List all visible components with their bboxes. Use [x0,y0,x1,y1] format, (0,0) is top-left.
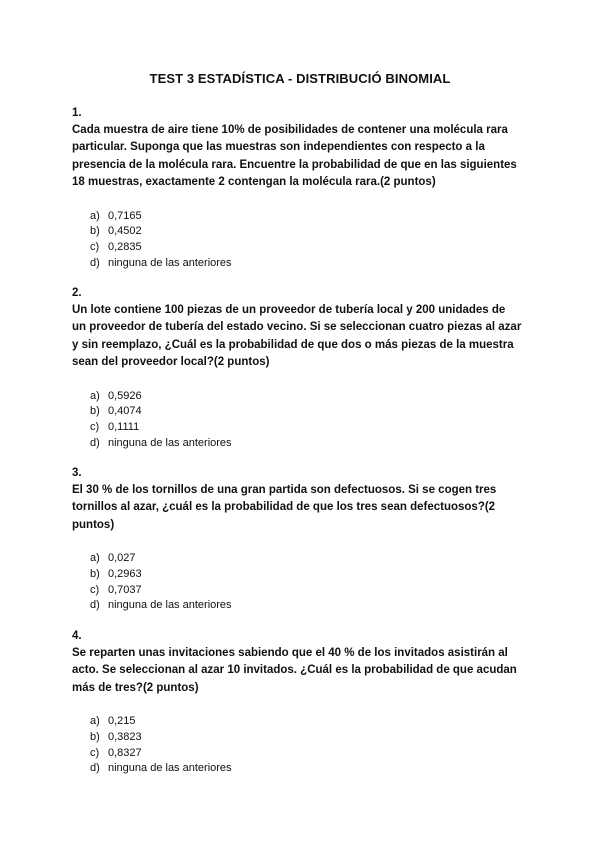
option-text: 0,4502 [108,225,142,238]
answer-options [72,551,532,614]
question-number: 1. [72,107,82,119]
option-letter: c) [90,421,100,433]
option-c [90,240,532,256]
option-a [90,714,532,730]
option-text: 0,2963 [108,567,142,580]
option-text: 0,2835 [108,241,142,253]
option-text: 0,5926 [108,389,142,402]
question-number: 3. [72,467,82,479]
option-text: 0,4074 [108,405,142,418]
question-text: Un lote contiene 100 piezas de un proveedor de tubería local y 200 unidades de un proveedor de tubería del estado vecino. Si se seleccionan cuatro piezas al azar y sin reemplazo, ¿Cuál es la probabilidad de que dos o más piezas de la muestra sean del proveedor local?(2 puntos) [72,304,522,369]
answer-options [72,714,532,777]
option-d [90,256,532,272]
option-d [90,436,532,452]
option-letter: b) [90,405,100,418]
option-c [90,420,532,436]
option-letter: a) [90,209,100,222]
question-number: 4. [72,630,82,642]
option-letter: a) [90,715,100,728]
option-d [90,598,532,614]
question-2 [72,285,532,451]
option-letter: d) [90,256,100,269]
option-letter: d) [90,762,100,775]
question-4 [72,628,532,777]
answer-options [72,389,532,452]
option-text: 0,027 [108,552,136,565]
option-letter: c) [90,241,100,253]
option-b [90,730,532,746]
option-a [90,389,532,405]
option-d [90,761,532,777]
option-text: ninguna de las anteriores [108,436,232,449]
question-text: Se reparten unas invitaciones sabiendo que el 40 % de los invitados asistirán al acto. Se seleccionan al azar 10 invitados. ¿Cuál es la probabilidad de que acudan más de tres?(2 puntos) [72,647,517,694]
question-number: 2. [72,287,82,299]
option-letter: c) [90,583,100,596]
question-text: El 30 % de los tornillos de una gran partida son defectuosos. Si se cogen tres tornillos al azar, ¿cuál es la probabilidad de que los tres sean defectuosos?(2 puntos) [72,484,497,531]
answer-options [72,209,532,272]
option-text: ninguna de las anteriores [108,599,232,612]
option-letter: b) [90,567,100,580]
option-letter: d) [90,599,100,612]
option-text: 0,7165 [108,209,142,222]
option-text: 0,215 [108,715,136,728]
option-letter: a) [90,389,100,402]
option-letter: d) [90,436,100,449]
option-text: 0,1111 [108,421,140,433]
option-text: ninguna de las anteriores [108,762,232,775]
option-a [90,551,532,567]
option-letter: a) [90,552,100,565]
page-title: TEST 3 ESTADÍSTICA - DISTRIBUCIÓ BINOMIAL [149,71,451,86]
option-a [90,209,532,225]
option-b [90,224,532,240]
option-letter: b) [90,225,100,238]
option-b [90,567,532,583]
option-text: 0,3823 [108,730,142,743]
option-letter: b) [90,730,100,743]
question-text: Cada muestra de aire tiene 10% de posibilidades de contener una molécula rara particular. Suponga que las muestras son independientes con respecto a la presencia de la molécula rara. Encuentre la probabilidad de que en las siguientes 18 muestras, exactamente 2 contengan la molécula rara.(2 puntos) [72,124,517,189]
question-1 [72,105,532,271]
option-text: ninguna de las anteriores [108,256,232,269]
option-letter: c) [90,746,100,759]
question-3 [72,465,532,614]
option-c [90,746,532,762]
option-b [90,404,532,420]
option-text: 0,7037 [108,583,142,596]
option-text: 0,8327 [108,746,142,759]
option-c [90,583,532,599]
